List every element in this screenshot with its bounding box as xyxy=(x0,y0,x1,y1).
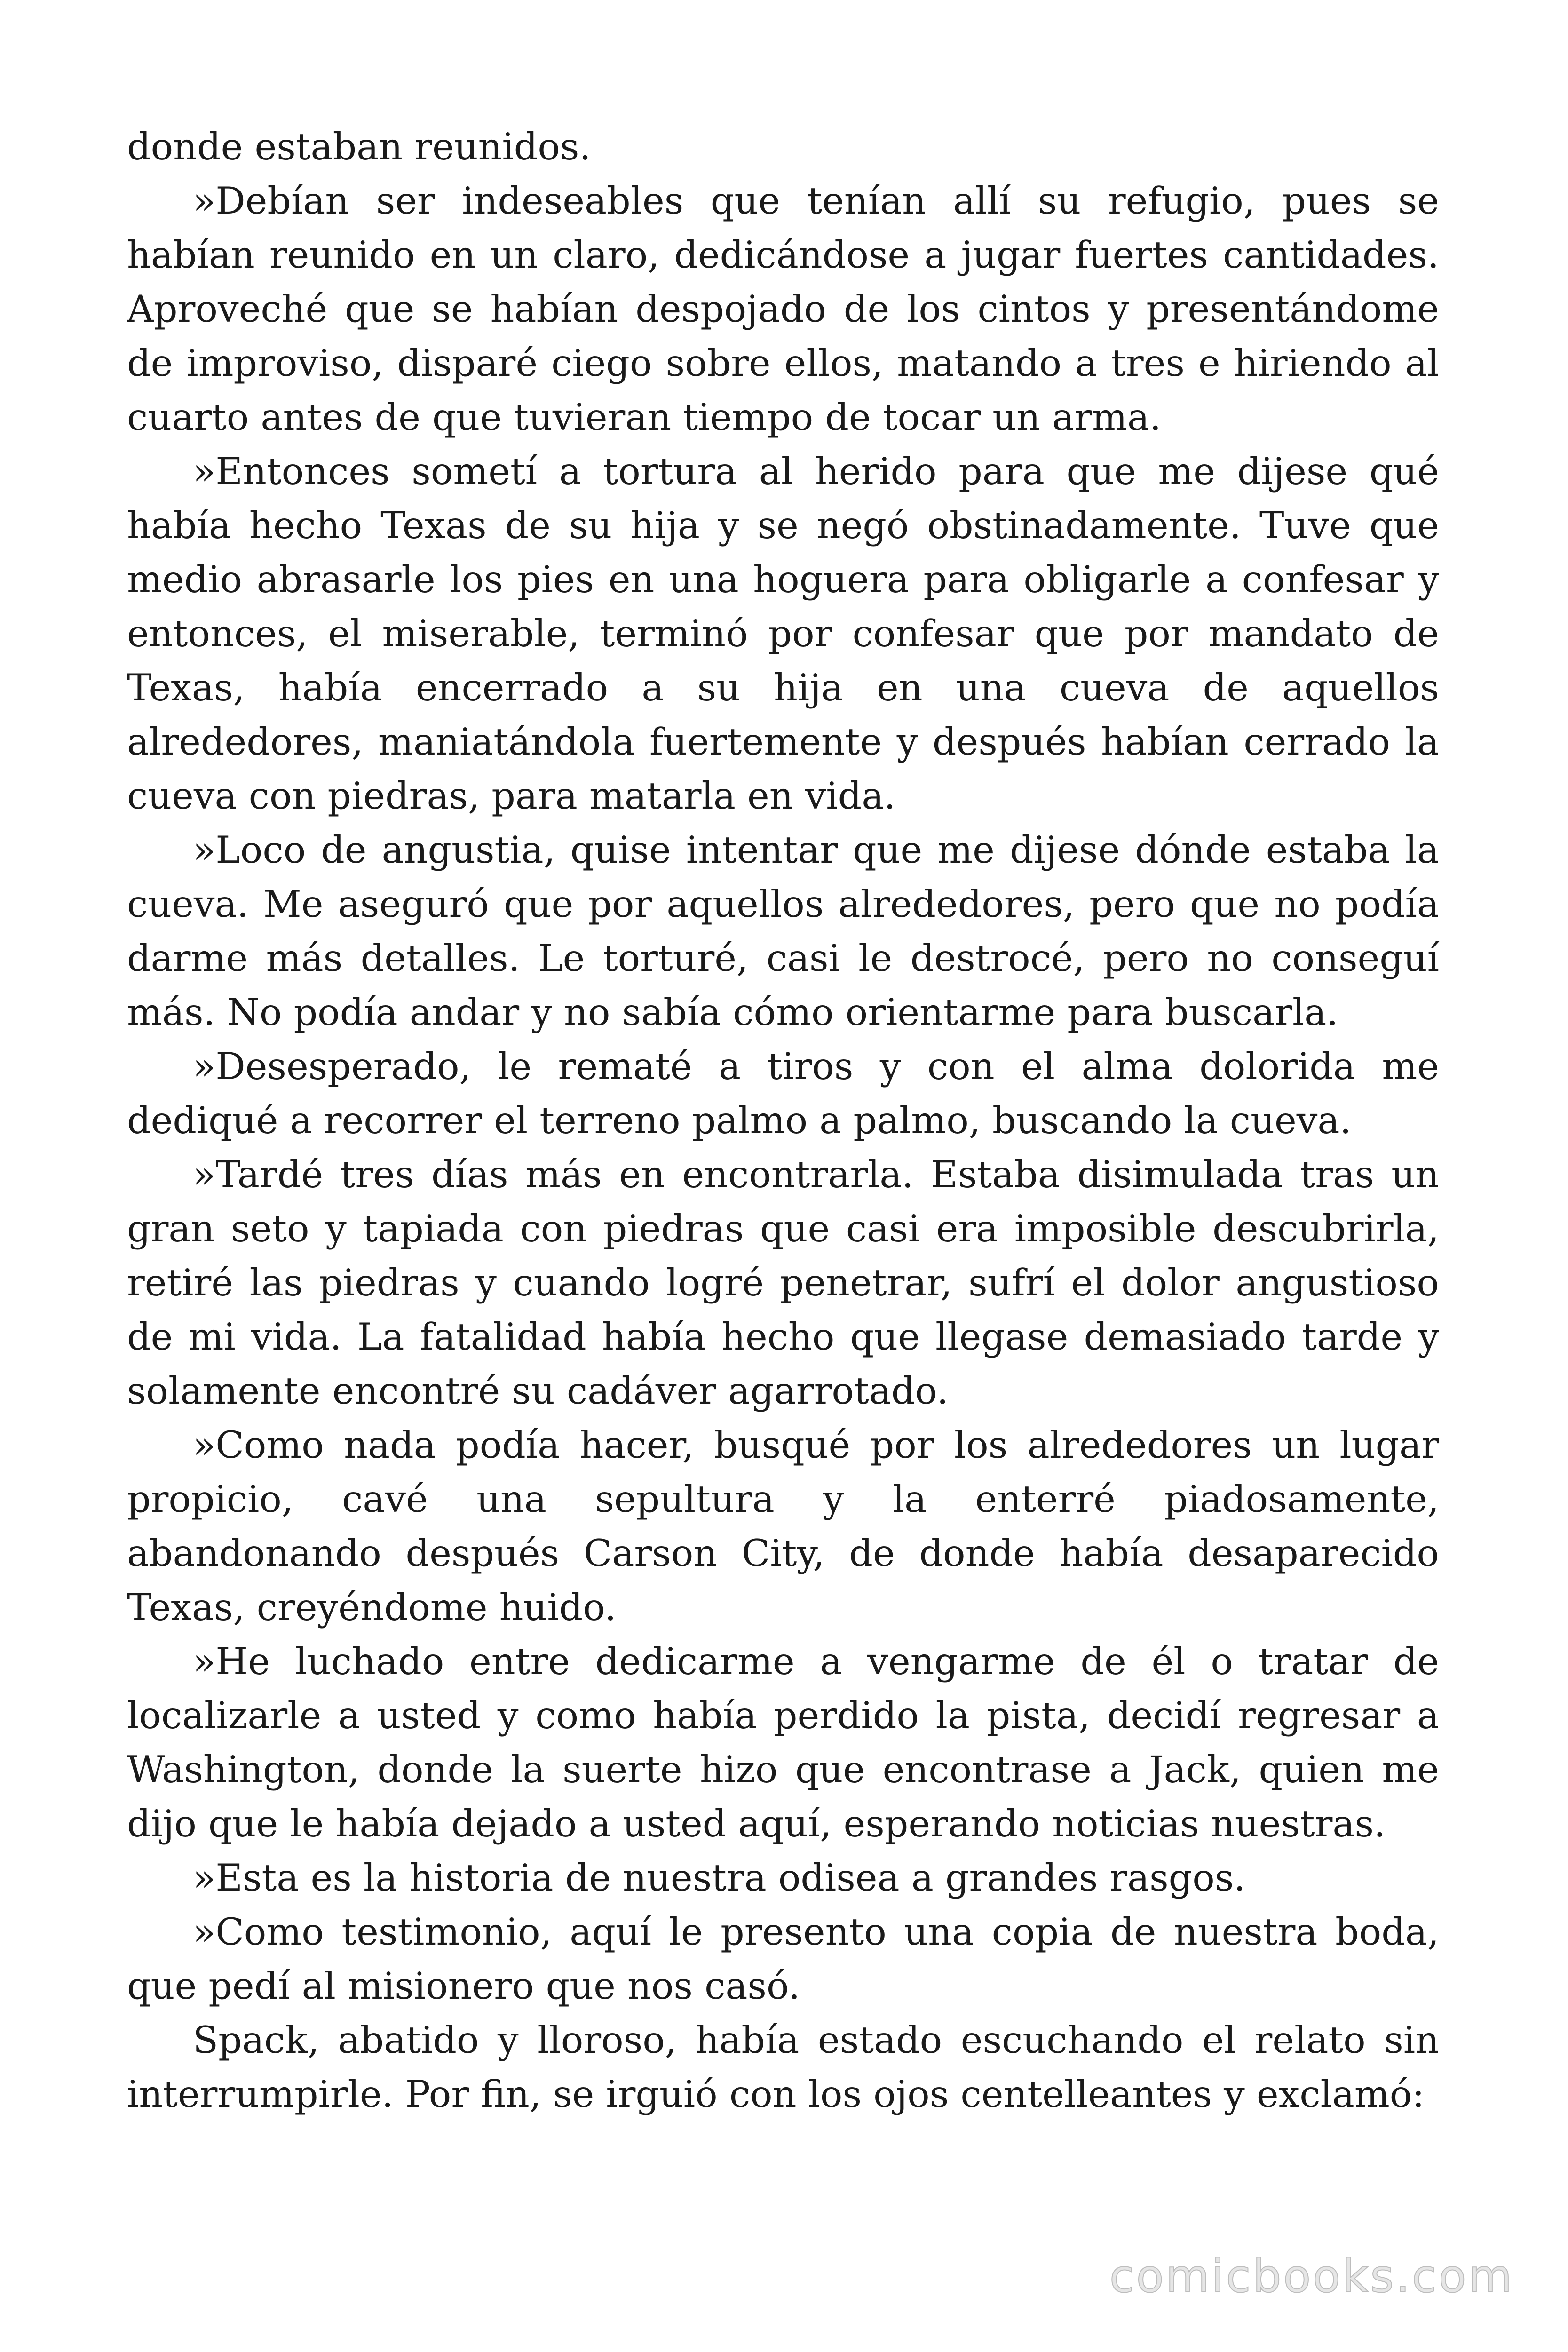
paragraph-8: »He luchado entre dedicarme a vengarme de él o tratar de localizarle a usted y como había perdido la pista, decidí regresar a Washington, donde la suerte hizo que encontrase a Jack, quien me dijo que le había dejado a usted aquí, esperando noticias nuestras. xyxy=(127,1640,1439,1845)
paragraph-4: »Loco de angustia, quise intentar que me dijese dónde estaba la cueva. Me aseguró que por aquellos alrededores, pero que no podía darme más detalles. Le torturé, casi le destrocé, pero no conseguí más. No podía andar y no sabía cómo orientarme para buscarla. xyxy=(127,828,1439,1034)
paragraph-3: »Entonces sometí a tortura al herido para que me dijese qué había hecho Texas de su hija y se negó obstinadamente. Tuve que medio abrasarle los pies en una hoguera para obligarle a confesar y entonces, el miserable, terminó por confesar que por mandato de Texas, había encerrado a su hija en una cueva de aquellos alrededores, maniatándola fuertemente y después habían cerrado la cueva con piedras, para matarla en vida. xyxy=(127,450,1439,818)
watermark: comicbooks.com xyxy=(1109,2250,1514,2303)
paragraph-1: donde estaban reunidos. xyxy=(127,125,591,168)
paragraph-9: »Esta es la historia de nuestra odisea a grandes rasgos. xyxy=(193,1856,1246,1899)
paragraph-10: »Como testimonio, aquí le presento una copia de nuestra boda, que pedí al misionero que nos casó. xyxy=(127,1910,1439,2008)
page-body xyxy=(127,120,1439,2122)
paragraph-5: »Desesperado, le rematé a tiros y con el alma dolorida me dediqué a recorrer el terreno palmo a palmo, buscando la cueva. xyxy=(127,1045,1439,1142)
paragraph-11: Spack, abatido y lloroso, había estado escuchando el relato sin interrumpirle. Por fin, se irguió con los ojos centelleantes y exclamó: xyxy=(127,2018,1439,2116)
paragraph-7: »Como nada podía hacer, busqué por los alrededores un lugar propicio, cavé una sepultura y la enterré piadosamente, abandonando después Carson City, de donde había desaparecido Texas, creyéndome huido. xyxy=(127,1423,1439,1629)
paragraph-2: »Debían ser indeseables que tenían allí su refugio, pues se habían reunido en un claro, dedicándose a jugar fuertes cantidades. Aproveché que se habían despojado de los cintos y presentándome de improviso, disparé ciego sobre ellos, matando a tres e hiriendo al cuarto antes de que tuvieran tiempo de tocar un arma. xyxy=(127,179,1439,439)
paragraph-6: »Tardé tres días más en encontrarla. Estaba disimulada tras un gran seto y tapiada con piedras que casi era imposible descubrirla, retiré las piedras y cuando logré penetrar, sufrí el dolor angustioso de mi vida. La fatalidad había hecho que llegase demasiado tarde y solamente encontré su cadáver agarrotado. xyxy=(127,1153,1439,1413)
